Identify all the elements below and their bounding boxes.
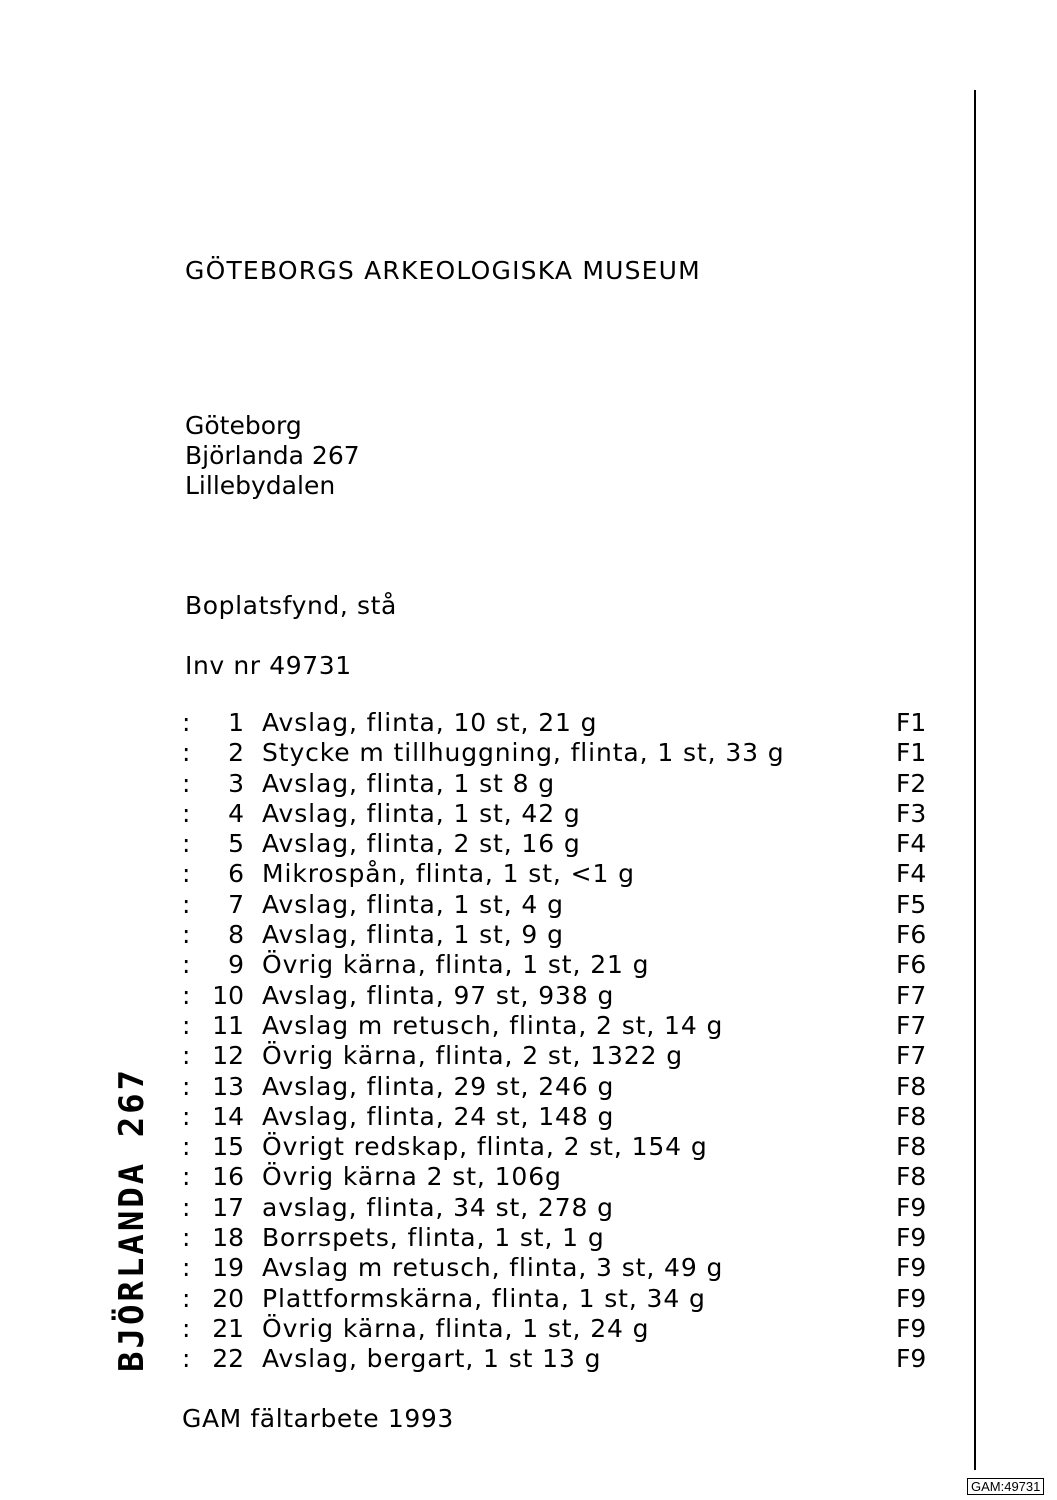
row-description: Avslag m retusch, flinta, 3 st, 49 g xyxy=(262,1253,724,1283)
row-colon: : xyxy=(182,859,191,889)
inventory-row xyxy=(180,799,940,829)
row-description: Avslag, flinta, 2 st, 16 g xyxy=(262,829,581,859)
row-description: Övrig kärna, flinta, 2 st, 1322 g xyxy=(262,1041,684,1071)
row-description: Stycke m tillhuggning, flinta, 1 st, 33 g xyxy=(262,738,785,768)
inventory-row xyxy=(180,1132,940,1162)
row-colon: : xyxy=(182,1162,191,1192)
row-colon: : xyxy=(182,708,191,737)
row-find-code: F8 xyxy=(896,1071,927,1101)
row-description: Mikrospån, flinta, 1 st, <1 g xyxy=(262,859,635,889)
inventory-row xyxy=(180,981,940,1011)
row-colon: : xyxy=(182,980,191,1010)
row-description: Plattformskärna, flinta, 1 st, 34 g xyxy=(262,1283,706,1313)
row-number: 2 xyxy=(228,738,244,768)
row-find-code: F4 xyxy=(896,859,927,889)
inventory-row xyxy=(180,1162,940,1192)
inventory-number: Inv nr 49731 xyxy=(185,651,352,680)
row-find-code: F7 xyxy=(896,1041,927,1071)
row-description: Avslag, flinta, 24 st, 148 g xyxy=(262,1101,615,1131)
row-colon: : xyxy=(182,1071,191,1101)
row-description: Övrig kärna, flinta, 1 st, 21 g xyxy=(262,950,650,980)
inventory-row xyxy=(180,1011,940,1041)
row-number: 13 xyxy=(212,1071,244,1101)
inventory-row xyxy=(180,829,940,859)
row-colon: : xyxy=(182,889,191,919)
row-colon: : xyxy=(182,798,191,828)
row-description: Avslag, flinta, 1 st, 9 g xyxy=(262,920,564,950)
inventory-row xyxy=(180,890,940,920)
inventory-row xyxy=(180,708,940,738)
inventory-row xyxy=(180,1223,940,1253)
row-number: 7 xyxy=(228,889,244,919)
row-description: Avslag, bergart, 1 st 13 g xyxy=(262,1344,602,1374)
inventory-row xyxy=(180,769,940,799)
catalog-stamp: GAM:49731 xyxy=(967,1478,1044,1495)
inventory-row xyxy=(180,1193,940,1223)
row-find-code: F8 xyxy=(896,1101,927,1131)
row-number: 8 xyxy=(228,920,244,950)
row-number: 14 xyxy=(212,1101,244,1131)
row-number: 15 xyxy=(212,1132,244,1162)
inventory-row xyxy=(180,920,940,950)
inventory-row xyxy=(180,950,940,980)
row-find-code: F9 xyxy=(896,1344,927,1374)
row-colon: : xyxy=(182,1253,191,1283)
row-find-code: F2 xyxy=(896,768,927,798)
inventory-list xyxy=(180,708,940,1375)
inventory-row xyxy=(180,738,940,768)
fieldwork-footer: GAM fältarbete 1993 xyxy=(182,1404,454,1433)
inventory-row xyxy=(180,1253,940,1283)
row-find-code: F7 xyxy=(896,980,927,1010)
row-description: Avslag, flinta, 10 st, 21 g xyxy=(262,708,598,737)
row-description: Avslag m retusch, flinta, 2 st, 14 g xyxy=(262,1010,724,1040)
row-description: Avslag, flinta, 29 st, 246 g xyxy=(262,1071,615,1101)
inventory-row xyxy=(180,1344,940,1374)
row-description: Avslag, flinta, 97 st, 938 g xyxy=(262,980,615,1010)
inventory-row xyxy=(180,1314,940,1344)
row-description: Övrig kärna 2 st, 106g xyxy=(262,1162,562,1192)
row-description: Avslag, flinta, 1 st, 4 g xyxy=(262,889,564,919)
location-block xyxy=(185,411,360,501)
row-find-code: F5 xyxy=(896,889,927,919)
row-colon: : xyxy=(182,950,191,980)
location-city: Göteborg xyxy=(185,411,302,440)
inventory-row xyxy=(180,1072,940,1102)
row-colon: : xyxy=(182,920,191,950)
row-number: 3 xyxy=(228,768,244,798)
row-number: 4 xyxy=(228,798,244,828)
row-colon: : xyxy=(182,1283,191,1313)
row-description: Övrigt redskap, flinta, 2 st, 154 g xyxy=(262,1132,708,1162)
row-colon: : xyxy=(182,1101,191,1131)
row-find-code: F8 xyxy=(896,1132,927,1162)
row-colon: : xyxy=(182,738,191,768)
row-colon: : xyxy=(182,1344,191,1374)
row-description: Borrspets, flinta, 1 st, 1 g xyxy=(262,1223,605,1253)
row-number: 22 xyxy=(212,1344,244,1374)
row-number: 21 xyxy=(212,1313,244,1343)
row-find-code: F9 xyxy=(896,1313,927,1343)
row-description: Avslag, flinta, 1 st 8 g xyxy=(262,768,555,798)
right-margin-rule xyxy=(974,90,976,1470)
row-number: 20 xyxy=(212,1283,244,1313)
row-number: 16 xyxy=(212,1162,244,1192)
row-number: 10 xyxy=(212,980,244,1010)
row-colon: : xyxy=(182,1132,191,1162)
row-find-code: F4 xyxy=(896,829,927,859)
row-find-code: F7 xyxy=(896,1010,927,1040)
row-find-code: F9 xyxy=(896,1223,927,1253)
inventory-row xyxy=(180,1284,940,1314)
row-number: 12 xyxy=(212,1041,244,1071)
row-find-code: F1 xyxy=(896,708,927,737)
row-find-code: F9 xyxy=(896,1253,927,1283)
row-number: 11 xyxy=(212,1010,244,1040)
row-find-code: F6 xyxy=(896,920,927,950)
row-colon: : xyxy=(182,1192,191,1222)
row-find-code: F9 xyxy=(896,1283,927,1313)
row-colon: : xyxy=(182,1223,191,1253)
location-parish: Björlanda 267 xyxy=(185,441,360,470)
row-number: 19 xyxy=(212,1253,244,1283)
row-description: avslag, flinta, 34 st, 278 g xyxy=(262,1192,614,1222)
row-colon: : xyxy=(182,829,191,859)
museum-title: GÖTEBORGS ARKEOLOGISKA MUSEUM xyxy=(185,256,701,285)
row-colon: : xyxy=(182,1313,191,1343)
inventory-row xyxy=(180,859,940,889)
row-number: 17 xyxy=(212,1192,244,1222)
find-type: Boplatsfynd, stå xyxy=(185,591,397,620)
row-colon: : xyxy=(182,1010,191,1040)
row-number: 1 xyxy=(228,708,244,737)
row-description: Övrig kärna, flinta, 1 st, 24 g xyxy=(262,1313,650,1343)
row-find-code: F1 xyxy=(896,738,927,768)
inventory-row xyxy=(180,1041,940,1071)
inventory-row xyxy=(180,1102,940,1132)
row-colon: : xyxy=(182,1041,191,1071)
row-find-code: F6 xyxy=(896,950,927,980)
row-number: 5 xyxy=(228,829,244,859)
handwritten-note: BJÖRLANDA 267 xyxy=(112,1066,152,1372)
row-description: Avslag, flinta, 1 st, 42 g xyxy=(262,798,581,828)
row-find-code: F9 xyxy=(896,1192,927,1222)
row-colon: : xyxy=(182,768,191,798)
row-number: 9 xyxy=(228,950,244,980)
row-find-code: F3 xyxy=(896,798,927,828)
row-number: 6 xyxy=(228,859,244,889)
row-find-code: F8 xyxy=(896,1162,927,1192)
location-site: Lillebydalen xyxy=(185,471,336,500)
row-number: 18 xyxy=(212,1223,244,1253)
